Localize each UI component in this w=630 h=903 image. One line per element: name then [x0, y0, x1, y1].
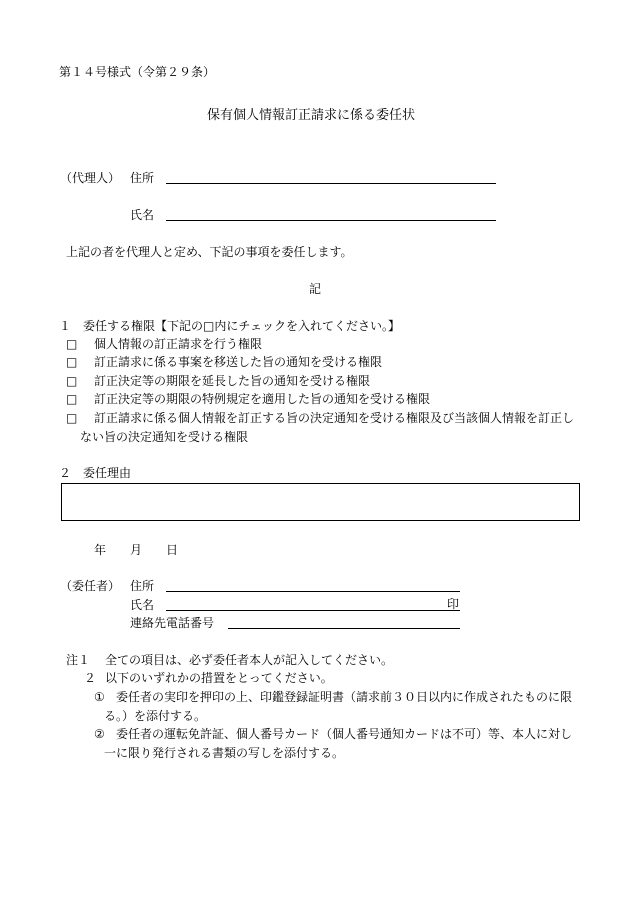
principal-phone-field[interactable] [228, 628, 460, 629]
permission-item [66, 373, 370, 390]
principal-name-label: 氏名 [130, 598, 155, 612]
note-sub1-line2: る。）を添付する。 [104, 709, 207, 723]
delegation-statement: 上記の者を代理人と定め、下記の事項を委任します。 [66, 245, 353, 259]
note-sub1-mark: ① [94, 690, 105, 704]
principal-address-field[interactable] [166, 591, 460, 592]
permission-label: 訂正決定等の期限を延長した旨の通知を受ける権限 [94, 374, 371, 388]
principal-name-field[interactable] [166, 610, 460, 611]
note-sub2-line1: 委任者の運転免許証、個人番号カード（個人番号通知カードは不可）等、本人に対し [116, 727, 573, 741]
principal-role-label: （委任者） [60, 579, 121, 593]
checkbox[interactable]: □ [66, 337, 78, 351]
note1-label: 注１ [66, 653, 91, 667]
agent-address-label: 住所 [130, 171, 155, 185]
principal-address-label: 住所 [130, 579, 155, 593]
section1-heading: １ 委任する権限【下記の□内にチェックを入れてください。】 [59, 319, 400, 333]
note2-text: 以下のいずれかの措置をとってください。 [105, 671, 333, 685]
checkbox[interactable]: □ [66, 374, 78, 388]
agent-name-field[interactable] [166, 220, 496, 221]
date-year: 年 [94, 543, 107, 557]
page-title: 保有個人情報訂正請求に係る委任状 [207, 108, 416, 123]
seal-mark: 印 [447, 597, 460, 611]
permission-label: 個人情報の訂正請求を行う権限 [94, 337, 263, 351]
agent-name-label: 氏名 [130, 208, 155, 222]
date-day: 日 [166, 543, 179, 557]
ki-heading: 記 [309, 282, 322, 296]
form-number: 第１４号様式（令第２９条） [59, 65, 216, 79]
permission-item [66, 391, 430, 408]
note2-label: ２ [84, 671, 97, 685]
principal-phone-label: 連絡先電話番号 [130, 616, 215, 630]
permission-item [66, 336, 262, 353]
checkbox[interactable]: □ [66, 392, 78, 406]
date-month: 月 [130, 543, 143, 557]
checkbox[interactable]: □ [66, 411, 78, 425]
permission-label: 訂正請求に係る個人情報を訂正する旨の決定通知を受ける権限及び当該個人情報を訂正し [94, 411, 575, 425]
permission-label: 訂正決定等の期限の特例規定を適用した旨の通知を受ける権限 [94, 392, 431, 406]
permission-item [66, 410, 574, 427]
permission-item [66, 354, 382, 371]
reason-input-box[interactable] [61, 483, 580, 521]
permission-label: 訂正請求に係る事案を移送した旨の通知を受ける権限 [94, 355, 383, 369]
note-sub2-mark: ② [94, 727, 105, 741]
agent-address-field[interactable] [166, 183, 496, 184]
note-sub1-line1: 委任者の実印を押印の上、印鑑登録証明書（請求前３０日以内に作成されたものに限 [116, 690, 573, 704]
agent-role-label: （代理人） [60, 171, 121, 185]
permission-label-continuation: ない旨の決定通知を受ける権限 [80, 430, 249, 444]
note-sub2-line2: 一に限り発行される書類の写しを添付する。 [104, 746, 345, 760]
section2-heading: ２ 委任理由 [59, 466, 132, 480]
note1-text: 全ての項目は、必ず委任者本人が記入してください。 [105, 653, 394, 667]
checkbox[interactable]: □ [66, 355, 78, 369]
